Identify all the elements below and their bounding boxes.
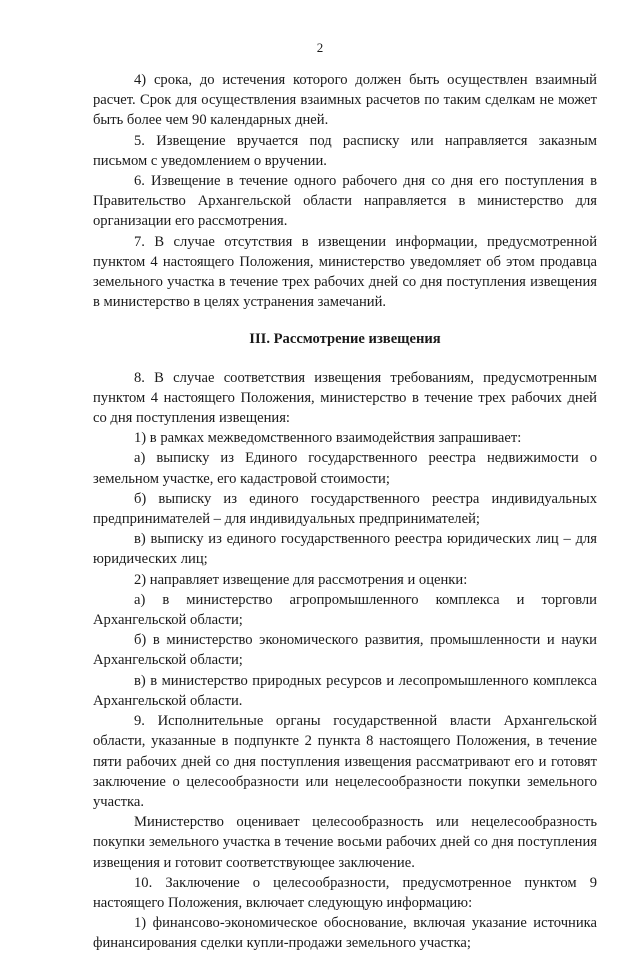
paragraph-8-1-b: б) выписку из единого государственного реестра индивидуальных предпринимателей – для индивидуальных предпринимателей; xyxy=(93,490,597,528)
paragraph-8-1-a: а) выписку из Единого государственного реестра недвижимости о земельном участке, его кадастровой стоимости; xyxy=(93,450,597,487)
section-heading: III. Рассмотрение извещения xyxy=(249,331,441,348)
paragraph-10: 10. Заключение о целесообразности, предусмотренное пунктом 9 настоящего Положения, включает следующую информацию: xyxy=(93,874,597,911)
paragraph-8-1: 1) в рамках межведомственного взаимодействия запрашивает: xyxy=(134,430,522,447)
paragraph-10-1: 1) финансово-экономическое обоснование, включая указание источника финансирования сделки купли-продажи земельного участка; xyxy=(93,915,597,952)
paragraph-7: 7. В случае отсутствия в извещении информации, предусмотренной пунктом 4 настоящего Положения, министерство уведомляет об этом продавца земельного участка в течение трех рабочих дней со дня поступления извещения в министерство в целях устранения замечаний. xyxy=(93,233,597,311)
page-number: 2 xyxy=(316,40,324,55)
paragraph-5: 5. Извещение вручается под расписку или направляется заказным письмом с уведомлением о вручении. xyxy=(93,132,597,169)
paragraph-8-1-v: в) выписку из единого государственного реестра юридических лиц – для юридических лиц; xyxy=(93,531,597,568)
paragraph-8-2: 2) направляет извещение для рассмотрения и оценки: xyxy=(134,571,468,588)
paragraph-8-2-b: б) в министерство экономического развития, промышленности и науки Архангельской области; xyxy=(93,632,597,669)
paragraph-6: 6. Извещение в течение одного рабочего дня со дня его поступления в Правительство Архангельской области направляется в министерство для организации его рассмотрения. xyxy=(93,173,597,230)
paragraph-8: 8. В случае соответствия извещения требованиям, предусмотренным пунктом 4 настоящего Положения, министерство в течение трех рабочих дней со дня поступления извещения: xyxy=(93,369,597,427)
paragraph-8-2-v: в) в министерство природных ресурсов и лесопромышленного комплекса Архангельской области. xyxy=(93,672,597,709)
document-body xyxy=(93,70,597,954)
paragraph-8-2-a: а) в министерство агропромышленного комплекса и торговли Архангельской области; xyxy=(93,591,597,629)
paragraph-9: 9. Исполнительные органы государственной власти Архангельской области, указанные в подпункте 2 пункта 8 настоящего Положения, в течение пяти рабочих дней со дня поступления извещения рассматривают его и готовят заключение о целесообразности или нецелесообразности покупки земельного участка. xyxy=(93,713,597,810)
paragraph-4-srok: 4) срока, до истечения которого должен быть осуществлен взаимный расчет. Срок для осуществления взаимных расчетов по таким сделкам не может быть более чем 90 календарных дней. xyxy=(93,72,597,129)
paragraph-9-ministry: Министерство оценивает целесообразность или нецелесообразность покупки земельного участка в течение восьми рабочих дней со дня поступления извещения и готовит соответствующее заключение. xyxy=(93,814,597,871)
